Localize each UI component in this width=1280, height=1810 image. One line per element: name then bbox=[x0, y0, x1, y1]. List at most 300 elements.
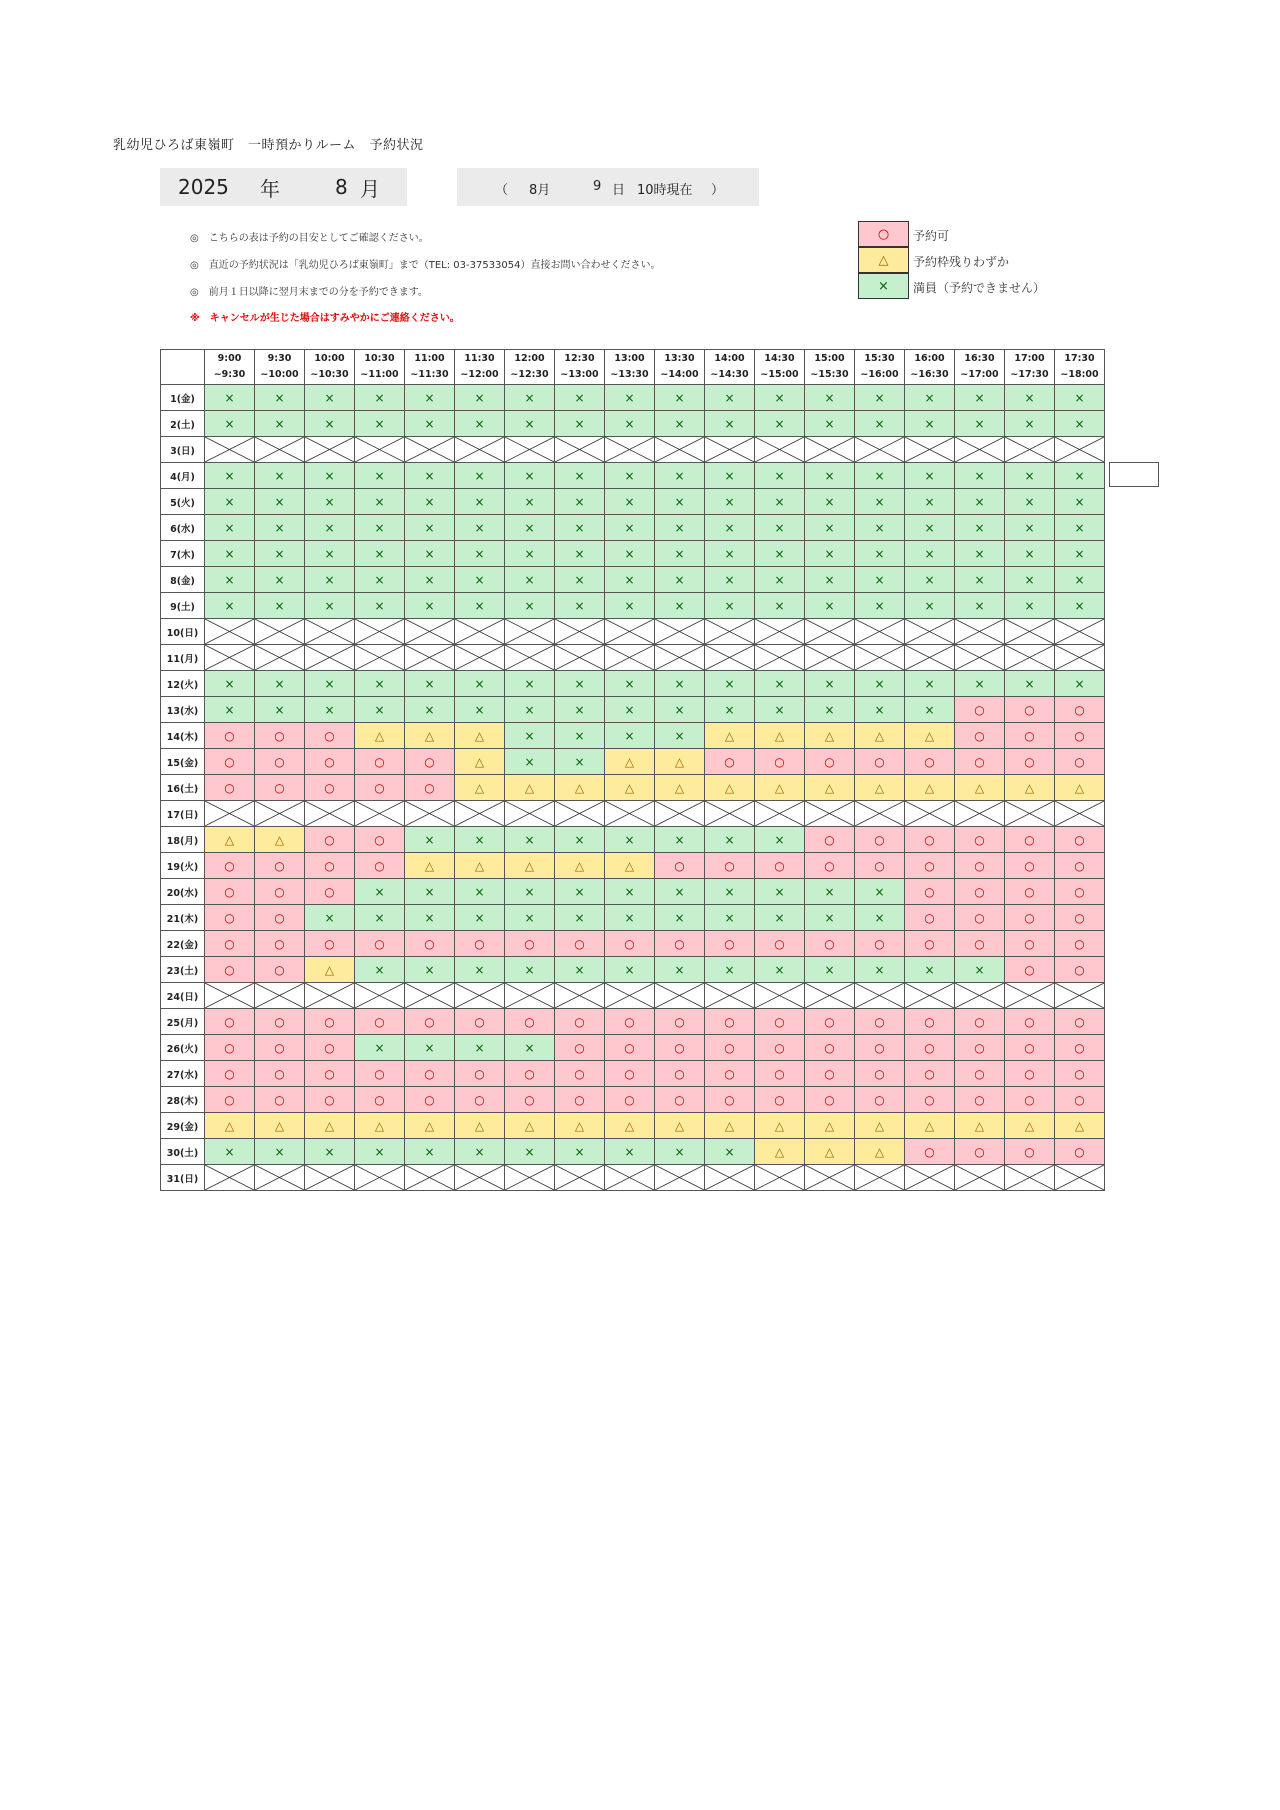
slot-cell-full: × bbox=[655, 515, 705, 541]
slot-cell-full: × bbox=[305, 515, 355, 541]
slot-cell-few: △ bbox=[755, 1139, 805, 1165]
day-row bbox=[161, 1113, 1105, 1139]
slot-cell-avail: ○ bbox=[1055, 1087, 1105, 1113]
slot-cell-few: △ bbox=[605, 853, 655, 879]
time-slot-start: 12:30 bbox=[564, 353, 595, 364]
slot-cell-few: △ bbox=[455, 853, 505, 879]
closed-cross-icon bbox=[205, 801, 254, 826]
slot-cell-full: × bbox=[255, 697, 305, 723]
closed-cell bbox=[955, 437, 1005, 463]
closed-cell bbox=[1055, 645, 1105, 671]
closed-cross-icon bbox=[805, 645, 854, 670]
day-row bbox=[161, 957, 1105, 983]
closed-cross-icon bbox=[855, 437, 904, 462]
closed-cross-icon bbox=[255, 983, 304, 1008]
closed-cell bbox=[655, 1165, 705, 1191]
slot-cell-few: △ bbox=[455, 775, 505, 801]
closed-cross-icon bbox=[355, 437, 404, 462]
day-row bbox=[161, 983, 1105, 1009]
closed-cross-icon bbox=[705, 619, 754, 644]
slot-cell-full: × bbox=[855, 411, 905, 437]
time-slot-end: ~17:00 bbox=[960, 369, 999, 380]
slot-cell-full: × bbox=[405, 1139, 455, 1165]
slot-cell-full: × bbox=[855, 905, 905, 931]
closed-cell bbox=[755, 983, 805, 1009]
slot-cell-avail: ○ bbox=[855, 827, 905, 853]
closed-cell bbox=[505, 437, 555, 463]
slot-cell-avail: ○ bbox=[555, 1035, 605, 1061]
slot-cell-full: × bbox=[855, 567, 905, 593]
day-label: 1(金) bbox=[161, 385, 205, 411]
time-slot-end: ~17:30 bbox=[1010, 369, 1049, 380]
day-row bbox=[161, 1061, 1105, 1087]
time-slot-start: 10:30 bbox=[364, 353, 395, 364]
closed-cell bbox=[555, 801, 605, 827]
closed-cell bbox=[705, 983, 755, 1009]
slot-cell-full: × bbox=[555, 723, 605, 749]
slot-cell-full: × bbox=[705, 385, 755, 411]
slot-cell-full: × bbox=[205, 541, 255, 567]
slot-cell-full: × bbox=[955, 593, 1005, 619]
closed-cell bbox=[755, 1165, 805, 1191]
slot-cell-avail: ○ bbox=[655, 1087, 705, 1113]
closed-cross-icon bbox=[805, 437, 854, 462]
slot-cell-full: × bbox=[855, 593, 905, 619]
slot-cell-few: △ bbox=[655, 775, 705, 801]
day-row bbox=[161, 385, 1105, 411]
closed-cross-icon bbox=[855, 983, 904, 1008]
slot-cell-full: × bbox=[755, 463, 805, 489]
note-3: ◎ 前月１日以降に翌月末までの分を予約できます。 bbox=[190, 287, 428, 298]
closed-cell bbox=[605, 801, 655, 827]
closed-cell bbox=[555, 619, 605, 645]
closed-cell bbox=[405, 645, 455, 671]
slot-cell-avail: ○ bbox=[1055, 1139, 1105, 1165]
slot-cell-full: × bbox=[805, 463, 855, 489]
time-slot-header bbox=[905, 350, 955, 385]
slot-cell-full: × bbox=[455, 697, 505, 723]
slot-cell-full: × bbox=[355, 463, 405, 489]
slot-cell-avail: ○ bbox=[905, 905, 955, 931]
slot-cell-few: △ bbox=[855, 1139, 905, 1165]
slot-cell-full: × bbox=[305, 541, 355, 567]
slot-cell-full: × bbox=[655, 463, 705, 489]
slot-cell-full: × bbox=[905, 567, 955, 593]
slot-cell-avail: ○ bbox=[605, 1087, 655, 1113]
slot-cell-few: △ bbox=[1005, 775, 1055, 801]
day-label: 13(水) bbox=[161, 697, 205, 723]
closed-cross-icon bbox=[605, 645, 654, 670]
closed-cross-icon bbox=[255, 1165, 304, 1190]
slot-cell-avail: ○ bbox=[855, 1035, 905, 1061]
day-row bbox=[161, 645, 1105, 671]
slot-cell-full: × bbox=[655, 1139, 705, 1165]
slot-cell-avail: ○ bbox=[1055, 827, 1105, 853]
closed-cross-icon bbox=[305, 645, 354, 670]
slot-cell-full: × bbox=[505, 541, 555, 567]
slot-cell-full: × bbox=[205, 671, 255, 697]
slot-cell-few: △ bbox=[405, 853, 455, 879]
slot-cell-few: △ bbox=[455, 1113, 505, 1139]
slot-cell-full: × bbox=[505, 385, 555, 411]
slot-cell-avail: ○ bbox=[655, 1009, 705, 1035]
slot-cell-avail: ○ bbox=[405, 749, 455, 775]
day-row bbox=[161, 749, 1105, 775]
slot-cell-avail: ○ bbox=[805, 827, 855, 853]
day-row bbox=[161, 723, 1105, 749]
closed-cross-icon bbox=[455, 1165, 504, 1190]
slot-cell-full: × bbox=[255, 541, 305, 567]
slot-cell-full: × bbox=[1005, 385, 1055, 411]
closed-cross-icon bbox=[755, 645, 804, 670]
slot-cell-avail: ○ bbox=[655, 853, 705, 879]
closed-cell bbox=[455, 983, 505, 1009]
closed-cell bbox=[605, 1165, 655, 1191]
time-slot-header bbox=[555, 350, 605, 385]
closed-cell bbox=[255, 801, 305, 827]
slot-cell-full: × bbox=[405, 593, 455, 619]
slot-cell-avail: ○ bbox=[1005, 905, 1055, 931]
day-row bbox=[161, 567, 1105, 593]
closed-cell bbox=[855, 619, 905, 645]
closed-cell bbox=[355, 437, 405, 463]
month-value: 8 bbox=[335, 175, 348, 199]
closed-cross-icon bbox=[355, 801, 404, 826]
slot-cell-few: △ bbox=[755, 1113, 805, 1139]
time-slot-header bbox=[805, 350, 855, 385]
closed-cell bbox=[905, 645, 955, 671]
day-label: 15(金) bbox=[161, 749, 205, 775]
slot-cell-avail: ○ bbox=[355, 749, 405, 775]
slot-cell-avail: ○ bbox=[805, 931, 855, 957]
slot-cell-full: × bbox=[355, 879, 405, 905]
slot-cell-avail: ○ bbox=[1005, 1009, 1055, 1035]
closed-cell bbox=[955, 645, 1005, 671]
slot-cell-full: × bbox=[255, 671, 305, 697]
slot-cell-avail: ○ bbox=[355, 827, 405, 853]
day-row bbox=[161, 775, 1105, 801]
closed-cross-icon bbox=[205, 437, 254, 462]
closed-cell bbox=[1055, 801, 1105, 827]
slot-cell-full: × bbox=[355, 905, 405, 931]
closed-cell bbox=[455, 645, 505, 671]
time-header-row bbox=[161, 350, 1105, 385]
day-label: 10(日) bbox=[161, 619, 205, 645]
closed-cell bbox=[255, 1165, 305, 1191]
slot-cell-avail: ○ bbox=[655, 931, 705, 957]
slot-cell-full: × bbox=[905, 541, 955, 567]
slot-cell-avail: ○ bbox=[705, 853, 755, 879]
day-label: 30(土) bbox=[161, 1139, 205, 1165]
day-row bbox=[161, 437, 1105, 463]
legend-available bbox=[858, 221, 1168, 247]
slot-cell-avail: ○ bbox=[705, 1087, 755, 1113]
closed-cell bbox=[905, 619, 955, 645]
closed-cell bbox=[455, 801, 505, 827]
closed-cross-icon bbox=[1055, 801, 1104, 826]
closed-cross-icon bbox=[955, 619, 1004, 644]
slot-cell-full: × bbox=[1055, 385, 1105, 411]
closed-cell bbox=[705, 619, 755, 645]
closed-cross-icon bbox=[855, 801, 904, 826]
slot-cell-full: × bbox=[655, 593, 705, 619]
slot-cell-full: × bbox=[705, 463, 755, 489]
time-slot-header bbox=[205, 350, 255, 385]
closed-cell bbox=[1005, 619, 1055, 645]
slot-cell-avail: ○ bbox=[205, 905, 255, 931]
closed-cell bbox=[305, 983, 355, 1009]
slot-cell-full: × bbox=[505, 463, 555, 489]
stray-cell-border bbox=[1109, 462, 1159, 487]
slot-cell-avail: ○ bbox=[1055, 957, 1105, 983]
slot-cell-few: △ bbox=[555, 1113, 605, 1139]
slot-cell-avail: ○ bbox=[405, 775, 455, 801]
closed-cell bbox=[405, 801, 455, 827]
slot-cell-few: △ bbox=[855, 723, 905, 749]
day-row bbox=[161, 619, 1105, 645]
slot-cell-avail: ○ bbox=[955, 697, 1005, 723]
closed-cross-icon bbox=[655, 619, 704, 644]
slot-cell-avail: ○ bbox=[1005, 1035, 1055, 1061]
slot-cell-full: × bbox=[655, 489, 705, 515]
as-of-month: 8月 bbox=[529, 183, 551, 198]
slot-cell-few: △ bbox=[555, 853, 605, 879]
slot-cell-few: △ bbox=[805, 775, 855, 801]
closed-cell bbox=[1005, 983, 1055, 1009]
slot-cell-avail: ○ bbox=[355, 1087, 405, 1113]
time-slot-end: ~11:30 bbox=[410, 369, 449, 380]
slot-cell-full: × bbox=[355, 411, 405, 437]
slot-cell-avail: ○ bbox=[905, 749, 955, 775]
closed-cross-icon bbox=[205, 1165, 254, 1190]
year-suffix: 年 bbox=[260, 176, 280, 201]
closed-cell bbox=[455, 619, 505, 645]
slot-cell-avail: ○ bbox=[205, 749, 255, 775]
slot-cell-full: × bbox=[605, 1139, 655, 1165]
slot-cell-avail: ○ bbox=[905, 1009, 955, 1035]
closed-cross-icon bbox=[905, 437, 954, 462]
closed-cell bbox=[255, 645, 305, 671]
slot-cell-full: × bbox=[505, 1035, 555, 1061]
closed-cell bbox=[805, 983, 855, 1009]
closed-cross-icon bbox=[455, 983, 504, 1008]
note-1: ◎ こちらの表は予約の目安としてご確認ください。 bbox=[190, 233, 429, 244]
slot-cell-avail: ○ bbox=[255, 931, 305, 957]
day-label: 11(月) bbox=[161, 645, 205, 671]
closed-cross-icon bbox=[805, 983, 854, 1008]
slot-cell-avail: ○ bbox=[855, 853, 905, 879]
closed-cell bbox=[355, 983, 405, 1009]
closed-cell bbox=[805, 801, 855, 827]
slot-cell-full: × bbox=[705, 697, 755, 723]
closed-cross-icon bbox=[305, 983, 354, 1008]
slot-cell-avail: ○ bbox=[305, 723, 355, 749]
slot-cell-avail: ○ bbox=[405, 1009, 455, 1035]
slot-cell-full: × bbox=[955, 515, 1005, 541]
slot-cell-few: △ bbox=[205, 827, 255, 853]
slot-cell-full: × bbox=[455, 905, 505, 931]
slot-cell-avail: ○ bbox=[1055, 749, 1105, 775]
slot-cell-full: × bbox=[505, 905, 555, 931]
slot-cell-full: × bbox=[355, 1035, 405, 1061]
time-slot-end: ~11:00 bbox=[360, 369, 399, 380]
legend-label-few: 予約枠残りわずか bbox=[913, 255, 1010, 269]
slot-cell-full: × bbox=[205, 385, 255, 411]
slot-cell-full: × bbox=[505, 957, 555, 983]
closed-cell bbox=[755, 619, 805, 645]
day-label: 25(月) bbox=[161, 1009, 205, 1035]
slot-cell-full: × bbox=[705, 905, 755, 931]
slot-cell-full: × bbox=[905, 489, 955, 515]
slot-cell-avail: ○ bbox=[1005, 1139, 1055, 1165]
slot-cell-avail: ○ bbox=[205, 1061, 255, 1087]
slot-cell-avail: ○ bbox=[705, 1061, 755, 1087]
slot-cell-full: × bbox=[255, 463, 305, 489]
slot-cell-full: × bbox=[455, 1139, 505, 1165]
slot-cell-avail: ○ bbox=[905, 1061, 955, 1087]
page-title: 乳幼児ひろば東嶺町 一時預かりルーム 予約状況 bbox=[113, 138, 424, 153]
slot-cell-full: × bbox=[455, 567, 505, 593]
slot-cell-full: × bbox=[755, 697, 805, 723]
slot-cell-avail: ○ bbox=[305, 931, 355, 957]
slot-cell-full: × bbox=[205, 411, 255, 437]
slot-cell-few: △ bbox=[805, 1139, 855, 1165]
slot-cell-full: × bbox=[1055, 463, 1105, 489]
slot-cell-full: × bbox=[655, 411, 705, 437]
slot-cell-full: × bbox=[955, 541, 1005, 567]
slot-cell-full: × bbox=[605, 463, 655, 489]
closed-cross-icon bbox=[955, 645, 1004, 670]
closed-cell bbox=[505, 801, 555, 827]
time-slot-end: ~14:00 bbox=[660, 369, 699, 380]
time-slot-end: ~15:00 bbox=[760, 369, 799, 380]
slot-cell-full: × bbox=[405, 879, 455, 905]
slot-cell-full: × bbox=[405, 489, 455, 515]
slot-cell-full: × bbox=[455, 957, 505, 983]
time-slot-start: 11:30 bbox=[464, 353, 495, 364]
slot-cell-few: △ bbox=[255, 1113, 305, 1139]
slot-cell-full: × bbox=[605, 385, 655, 411]
closed-cell bbox=[855, 645, 905, 671]
slot-cell-full: × bbox=[455, 463, 505, 489]
year-value: 2025 bbox=[178, 175, 229, 199]
day-label: 21(木) bbox=[161, 905, 205, 931]
time-slot-end: ~9:30 bbox=[213, 369, 246, 380]
day-row bbox=[161, 1087, 1105, 1113]
slot-cell-avail: ○ bbox=[805, 853, 855, 879]
slot-cell-avail: ○ bbox=[905, 879, 955, 905]
closed-cross-icon bbox=[305, 437, 354, 462]
closed-cross-icon bbox=[905, 645, 954, 670]
slot-cell-full: × bbox=[955, 411, 1005, 437]
slot-cell-full: × bbox=[355, 515, 405, 541]
slot-cell-avail: ○ bbox=[905, 1035, 955, 1061]
closed-cross-icon bbox=[1005, 983, 1054, 1008]
closed-cell bbox=[805, 645, 855, 671]
slot-cell-full: × bbox=[505, 515, 555, 541]
closed-cross-icon bbox=[905, 619, 954, 644]
time-slot-end: ~13:30 bbox=[610, 369, 649, 380]
slot-cell-full: × bbox=[1005, 671, 1055, 697]
slot-cell-full: × bbox=[505, 489, 555, 515]
slot-cell-few: △ bbox=[755, 723, 805, 749]
slot-cell-full: × bbox=[255, 385, 305, 411]
closed-cross-icon bbox=[755, 619, 804, 644]
slot-cell-avail: ○ bbox=[555, 931, 605, 957]
slot-cell-few: △ bbox=[905, 723, 955, 749]
slot-cell-full: × bbox=[555, 697, 605, 723]
slot-cell-full: × bbox=[705, 957, 755, 983]
slot-cell-avail: ○ bbox=[955, 1087, 1005, 1113]
closed-cross-icon bbox=[1055, 983, 1104, 1008]
slot-cell-few: △ bbox=[655, 749, 705, 775]
slot-cell-avail: ○ bbox=[505, 931, 555, 957]
closed-cell bbox=[405, 619, 455, 645]
closed-cross-icon bbox=[505, 645, 554, 670]
closed-cross-icon bbox=[955, 437, 1004, 462]
closed-cross-icon bbox=[355, 983, 404, 1008]
slot-cell-full: × bbox=[655, 567, 705, 593]
slot-cell-full: × bbox=[705, 411, 755, 437]
slot-cell-full: × bbox=[855, 515, 905, 541]
time-slot-start: 12:00 bbox=[514, 353, 545, 364]
closed-cross-icon bbox=[955, 1165, 1004, 1190]
slot-cell-full: × bbox=[805, 541, 855, 567]
time-slot-header bbox=[755, 350, 805, 385]
time-slot-end: ~14:30 bbox=[710, 369, 749, 380]
slot-cell-full: × bbox=[955, 385, 1005, 411]
slot-cell-avail: ○ bbox=[255, 723, 305, 749]
slot-cell-full: × bbox=[755, 411, 805, 437]
closed-cross-icon bbox=[655, 437, 704, 462]
time-slot-header bbox=[855, 350, 905, 385]
closed-cross-icon bbox=[255, 801, 304, 826]
slot-cell-full: × bbox=[855, 671, 905, 697]
closed-cell bbox=[855, 983, 905, 1009]
closed-cell bbox=[805, 437, 855, 463]
slot-cell-avail: ○ bbox=[555, 1009, 605, 1035]
slot-cell-full: × bbox=[755, 385, 805, 411]
closed-cell bbox=[305, 801, 355, 827]
slot-cell-full: × bbox=[805, 593, 855, 619]
slot-cell-full: × bbox=[405, 541, 455, 567]
slot-cell-full: × bbox=[305, 905, 355, 931]
slot-cell-avail: ○ bbox=[955, 905, 1005, 931]
slot-cell-avail: ○ bbox=[255, 1009, 305, 1035]
legend-swatch-full: × bbox=[858, 273, 909, 299]
slot-cell-full: × bbox=[1055, 671, 1105, 697]
slot-cell-full: × bbox=[905, 593, 955, 619]
slot-cell-few: △ bbox=[805, 1113, 855, 1139]
closed-cross-icon bbox=[505, 437, 554, 462]
closed-cell bbox=[255, 437, 305, 463]
closed-cell bbox=[555, 1165, 605, 1191]
closed-cross-icon bbox=[305, 619, 354, 644]
month-suffix: 月 bbox=[360, 176, 380, 201]
day-label: 5(火) bbox=[161, 489, 205, 515]
closed-cell bbox=[455, 437, 505, 463]
closed-cross-icon bbox=[355, 645, 404, 670]
day-row bbox=[161, 489, 1105, 515]
time-slot-header bbox=[705, 350, 755, 385]
closed-cell bbox=[205, 1165, 255, 1191]
slot-cell-avail: ○ bbox=[305, 1061, 355, 1087]
day-label: 17(日) bbox=[161, 801, 205, 827]
closed-cross-icon bbox=[405, 437, 454, 462]
slot-cell-full: × bbox=[1055, 541, 1105, 567]
closed-cell bbox=[705, 437, 755, 463]
closed-cell bbox=[555, 983, 605, 1009]
